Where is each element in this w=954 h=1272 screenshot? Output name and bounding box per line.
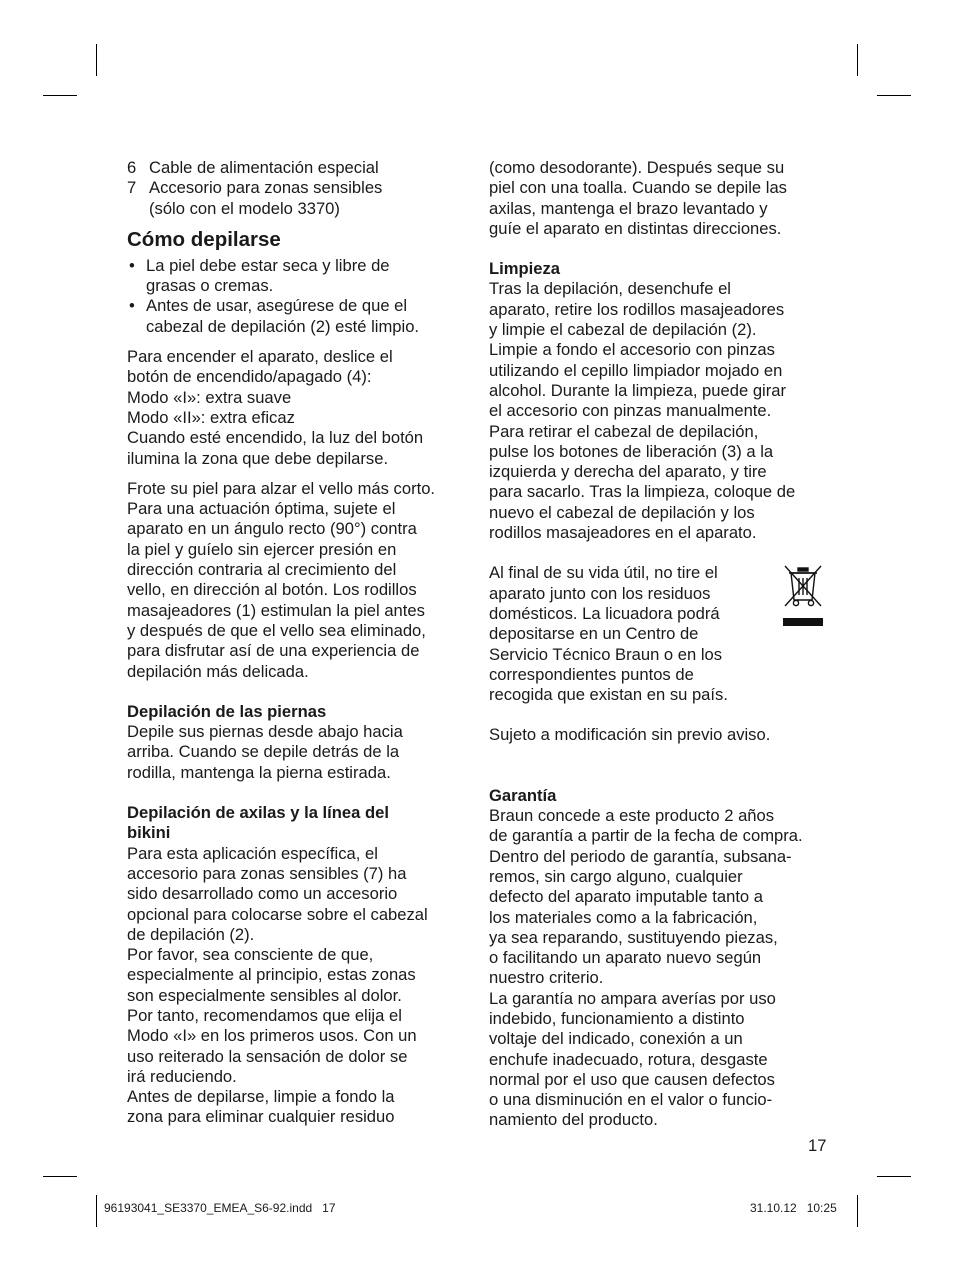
list-item	[127, 158, 477, 178]
armpit-heading: Depilación de axilas y la línea del bikini	[127, 803, 389, 843]
crop-mark-bottom-right	[857, 1195, 858, 1227]
notice-text: Sujeto a modificación sin previo aviso.	[489, 725, 771, 745]
legs-paragraph: Depile sus piernas desde abajo hacia arriba. Cuando se depile detrás de la rodilla, mantenga la pierna estirada.	[127, 722, 403, 782]
legs-heading: Depilación de las piernas	[127, 701, 327, 721]
crop-mark-bottom-left	[96, 1195, 97, 1227]
cleaning-heading: Limpieza	[489, 259, 561, 279]
crop-mark-top-left	[43, 95, 77, 96]
parts-list	[127, 158, 477, 219]
footer-file-info: 96193041_SE3370_EMEA_S6-92.indd 17	[104, 1201, 336, 1215]
switch-on-paragraph: Para encender el aparato, deslice el botón de encendido/apagado (4): Modo «I»: extra suave Modo «II»: extra eficaz Cuando esté encendido, la luz del botón ilumina la zona que debe depilarse.	[127, 347, 424, 468]
bullet-symbol: •	[129, 296, 135, 316]
bullet-list	[127, 256, 477, 337]
page-number: 17	[808, 1136, 827, 1155]
warranty-paragraph: Braun concede a este producto 2 años de garantía a partir de la fecha de compra. Dentro del periodo de garantía, subsana- remos, sin cargo alguno, cualquier defecto del aparato imputable tanto a los materiales como a la fabricación, ya sea reparando, sustituyendo piezas, o facilitando un aparato nuevo según nuestro criterio. La garantía no ampara averías por uso indebido, funcionamiento a distinto voltaje del indicado, conexión a un enchufe inadecuado, rotura, desgaste normal por el uso que causen defectos o una disminución en el valor o funcio- namiento del producto.	[489, 806, 803, 1130]
crop-mark-top-right	[877, 95, 911, 96]
list-item	[127, 296, 477, 337]
armpit-paragraph: Para esta aplicación específica, el accesorio para zonas sensibles (7) ha sido desarrollado como un accesorio opcional para colocarse sobre el cabezal de depilación (2). Por favor, sea consciente de que, especialmente al principio, estas zonas son especialmente sensibles al dolor. Por tanto, recomendamos que elija el Modo «I» en los primeros usos. Con un uso reiterado la sensación de dolor se irá reduciendo. Antes de depilarse, limpie a fondo la zona para eliminar cualquier residuo	[127, 843, 428, 1127]
item-number: 7	[127, 178, 137, 198]
crossed-out-wheelie-bin-icon	[782, 563, 824, 627]
section-title: Cómo depilarse	[127, 227, 281, 251]
item-number: 6	[127, 158, 137, 177]
bullet-symbol: •	[129, 255, 135, 275]
bullet-text: Antes de usar, asegúrese de que el cabezal de depilación (2) esté limpio.	[146, 296, 420, 336]
armpit-continued-paragraph: (como desodorante). Después seque su piel con una toalla. Cuando se depile las axilas, mantenga el brazo levantado y guíe el aparato en distintas direcciones.	[489, 158, 787, 238]
bullet-text: La piel debe estar seca y libre de grasas o cremas.	[146, 255, 390, 296]
left-column	[127, 158, 477, 1128]
list-item	[127, 256, 477, 297]
crop-mark-top-left	[96, 44, 97, 76]
technique-paragraph: Frote su piel para alzar el vello más corto. Para una actuación óptima, sujete el aparato en un ángulo recto (90°) contra la piel y guíelo sin ejercer presión en dirección contraria al crecimiento del vello, en dirección al botón. Los rodillos masajeadores (1) estimulan la piel antes y después de que el vello sea eliminado, para disfrutar así de una experiencia de depilación más delicada.	[127, 478, 436, 681]
right-column	[489, 158, 839, 1131]
crop-mark-bottom-right	[877, 1176, 911, 1177]
item-text: Accesorio para zonas sensibles (sólo con el modelo 3370)	[149, 178, 383, 218]
crop-mark-top-right	[857, 44, 858, 76]
list-item	[127, 178, 477, 219]
item-text: Cable de alimentación especial	[149, 158, 379, 177]
crop-mark-bottom-left	[43, 1176, 77, 1177]
footer-datetime: 31.10.12 10:25	[750, 1201, 837, 1215]
warranty-heading: Garantía	[489, 785, 557, 805]
disposal-paragraph: Al final de su vida útil, no tire el aparato junto con los residuos domésticos. La licuadora podrá depositarse en un Centro de Servicio Técnico Braun o en los correspondientes puntos de recogida que existan en su país.	[489, 563, 728, 705]
cleaning-paragraph: Tras la depilación, desenchufe el aparato, retire los rodillos masajeadores y limpie el cabezal de depilación (2). Limpie a fondo el accesorio con pinzas utilizando el cepillo limpiador mojado en alcohol. Durante la limpieza, puede girar el accesorio con pinzas manualmente. Para retirar el cabezal de depilación, pulse los botones de liberación (3) a la izquierda y derecha del aparato, y tire para sacarlo. Tras la limpieza, coloque de nuevo el cabezal de depilación y los rodillos masajeadores en el aparato.	[489, 279, 796, 543]
